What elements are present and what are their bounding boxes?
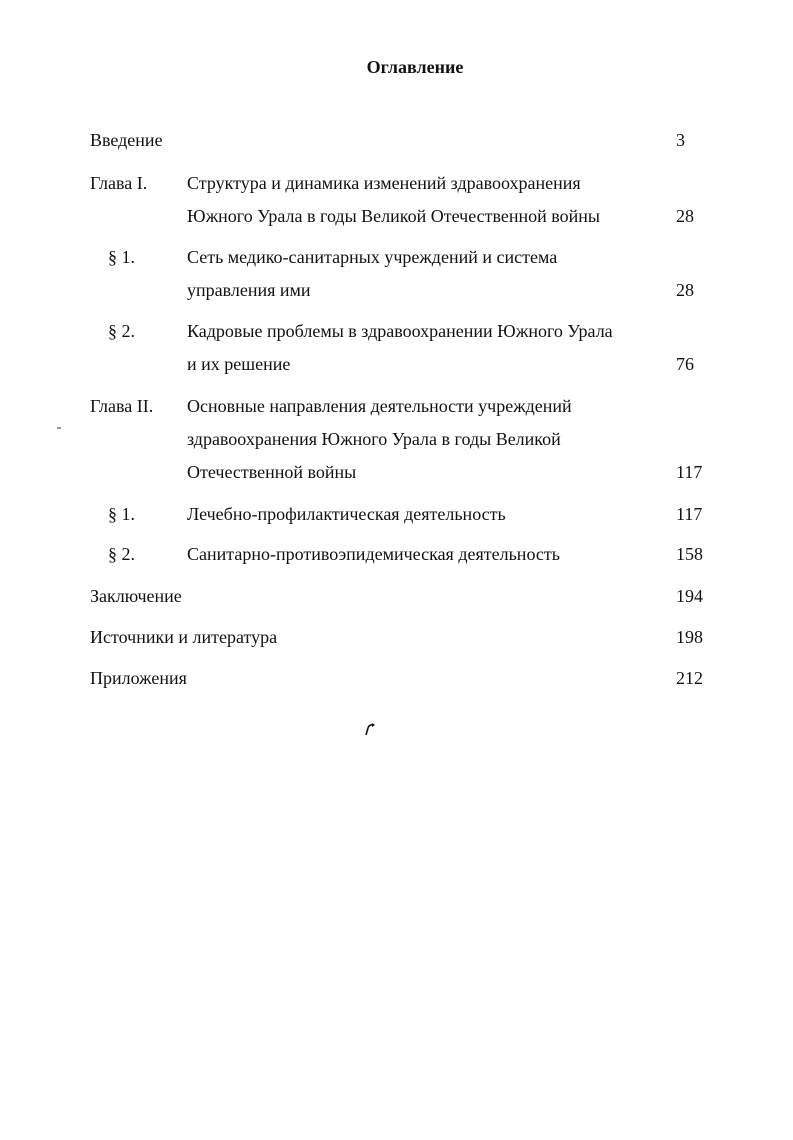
toc-entry-text-line: Санитарно-противоэпидемическая деятельность — [187, 544, 560, 564]
toc-entry-text-line: Основные направления деятельности учреждений — [187, 396, 572, 416]
scan-speck — [57, 427, 61, 429]
toc-entry-page: 117 — [676, 462, 703, 482]
toc-entry-text-line: Сеть медико-санитарных учреждений и система — [187, 247, 558, 267]
toc-entry-text-line: управления ими — [187, 280, 311, 300]
toc-entry-label: § 1. — [108, 504, 135, 524]
toc-entry-label: Глава I. — [90, 173, 148, 193]
toc-entry-page: 194 — [676, 586, 703, 606]
ink-mark — [364, 722, 376, 736]
toc-entry-page: 3 — [676, 130, 685, 150]
toc-entry-label: Заключение — [90, 586, 182, 606]
toc-entry-page: 212 — [676, 668, 703, 688]
toc-entry-text-line: и их решение — [187, 354, 291, 374]
page-title: Оглавление — [366, 57, 464, 77]
toc-entry-page: 198 — [676, 627, 703, 647]
toc-entry-text-line: Отечественной войны — [187, 462, 357, 482]
toc-entry-label: § 1. — [108, 247, 135, 267]
toc-entry-label: Приложения — [90, 668, 187, 688]
toc-entry-label: Глава II. — [90, 396, 154, 416]
toc-entry-label: Введение — [90, 130, 163, 150]
toc-entry-text-line: здравоохранения Южного Урала в годы Великой — [187, 429, 561, 449]
toc-entry-text-line: Структура и динамика изменений здравоохранения — [187, 173, 581, 193]
toc-entry-text-line: Южного Урала в годы Великой Отечественной войны — [187, 206, 601, 226]
toc-entry-label: § 2. — [108, 321, 135, 341]
toc-entry-page: 28 — [676, 280, 694, 300]
toc-entry-page: 158 — [676, 544, 703, 564]
toc-entry-page: 76 — [676, 354, 694, 374]
toc-entry-page: 117 — [676, 504, 703, 524]
toc-entry-label: § 2. — [108, 544, 135, 564]
toc-entry-label: Источники и литература — [90, 627, 278, 647]
toc-entry-page: 28 — [676, 206, 694, 226]
toc-entry-text-line: Кадровые проблемы в здравоохранении Южного Урала — [187, 321, 613, 341]
toc-entry-text-line: Лечебно-профилактическая деятельность — [187, 504, 506, 524]
